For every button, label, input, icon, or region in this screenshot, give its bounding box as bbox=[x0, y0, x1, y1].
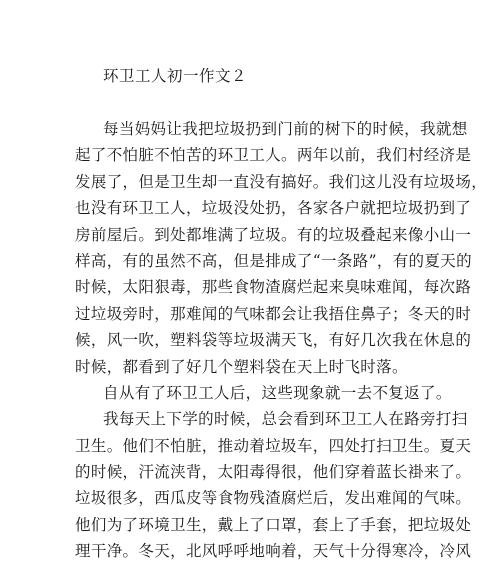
text-line: 时候，太阳狠毒，那些食物渣腐烂起来臭味难闻，每次路 bbox=[75, 278, 472, 297]
text-line: 我每天上下学的时候，总会看到环卫工人在路旁打扫 bbox=[103, 410, 468, 429]
document-body bbox=[75, 116, 488, 565]
text-line: 自从有了环卫工人后，这些现象就一去不复返了。 bbox=[103, 383, 452, 402]
text-line: 起了不怕脏不怕苦的环卫工人。两年以前，我们村经济是 bbox=[75, 146, 472, 165]
text-line: 垃圾很多，西瓜皮等食物残渣腐烂后，发出难闻的气味。 bbox=[75, 489, 472, 508]
text-line: 样高，有的虽然不高，但是排成了“一条路”，有的夏天的 bbox=[75, 251, 472, 270]
document-title: 环卫工人初一作文２ bbox=[103, 67, 248, 85]
text-line: 候，风一吹，塑料袋等垃圾满天飞，有好几次我在休息的 bbox=[75, 331, 472, 350]
text-line: 他们为了环境卫生，戴上了口罩，套上了手套，把垃圾处 bbox=[75, 515, 472, 534]
text-line: 也没有环卫工人，垃圾没处扔，各家各户就把垃圾扔到了 bbox=[75, 199, 472, 218]
text-line: 理干净。冬天，北风呼呼地响着，天气十分得寒冷，冷风 bbox=[75, 542, 472, 561]
text-line: 每当妈妈让我把垃圾扔到门前的树下的时候，我就想 bbox=[103, 120, 468, 138]
text-line: 发展了，但是卫生却一直没有搞好。我们这儿没有垃圾场， bbox=[75, 172, 488, 191]
text-line: 房前屋后。到处都堆满了垃圾。有的垃圾叠起来像小山一 bbox=[75, 225, 472, 244]
text-line: 的时候，汗流浃背，太阳毒得很，他们穿着蓝长褂来了。 bbox=[75, 463, 472, 482]
text-line: 时候，都看到了好几个塑料袋在天上时飞时落。 bbox=[75, 357, 408, 376]
text-line: 过垃圾旁时，那难闻的气味都会让我捂住鼻子；冬天的时 bbox=[75, 304, 472, 323]
text-line: 卫生。他们不怕脏，推动着垃圾车，四处打扫卫生。夏天 bbox=[75, 436, 472, 455]
